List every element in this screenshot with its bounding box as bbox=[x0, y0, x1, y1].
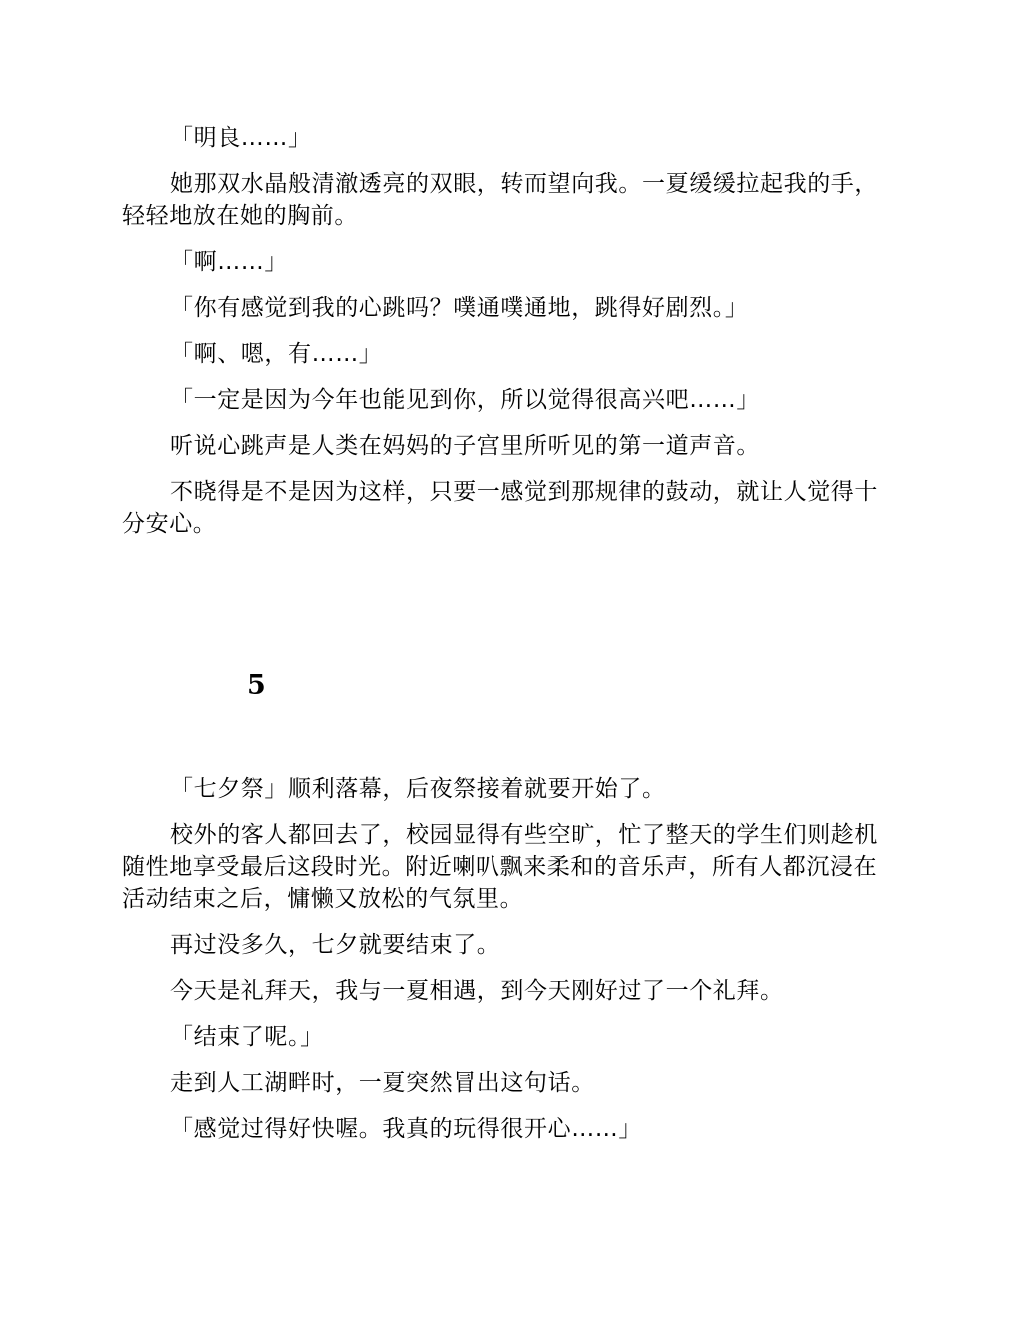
paragraph: 再过没多久，七夕就要结束了。 bbox=[170, 932, 501, 958]
paragraph: 「明良……」 bbox=[170, 125, 312, 151]
paragraph: 「啊、嗯，有……」 bbox=[170, 341, 383, 367]
text-block-bottom bbox=[122, 773, 898, 1145]
chapter-number: 5 bbox=[247, 670, 266, 701]
paragraph: 她那双水晶般清澈透亮的双眼，转而望向我。一夏缓缓拉起我的手，轻轻地放在她的胸前。 bbox=[122, 171, 878, 229]
paragraph: 「七夕祭」顺利落幕，后夜祭接着就要开始了。 bbox=[170, 776, 666, 802]
text-block-top bbox=[122, 122, 898, 540]
paragraph: 「感觉过得好快喔。我真的玩得很开心……」 bbox=[170, 1116, 642, 1142]
paragraph: 校外的客人都回去了，校园显得有些空旷，忙了整天的学生们则趁机随性地享受最后这段时光。附近喇叭飘来柔和的音乐声，所有人都沉浸在活动结束之后，慵懒又放松的气氛里。 bbox=[122, 822, 878, 912]
paragraph: 「你有感觉到我的心跳吗？噗通噗通地，跳得好剧烈。」 bbox=[170, 295, 749, 321]
paragraph: 「结束了呢。」 bbox=[170, 1024, 324, 1050]
paragraph: 不晓得是不是因为这样，只要一感觉到那规律的鼓动，就让人觉得十分安心。 bbox=[122, 479, 878, 537]
paragraph: 「一定是因为今年也能见到你，所以觉得很高兴吧……」 bbox=[170, 387, 760, 413]
paragraph: 「啊……」 bbox=[170, 249, 288, 275]
paragraph: 走到人工湖畔时，一夏突然冒出这句话。 bbox=[170, 1070, 595, 1096]
paragraph: 今天是礼拜天，我与一夏相遇，到今天刚好过了一个礼拜。 bbox=[170, 978, 784, 1004]
paragraph: 听说心跳声是人类在妈妈的子宫里所听见的第一道声音。 bbox=[170, 433, 760, 459]
